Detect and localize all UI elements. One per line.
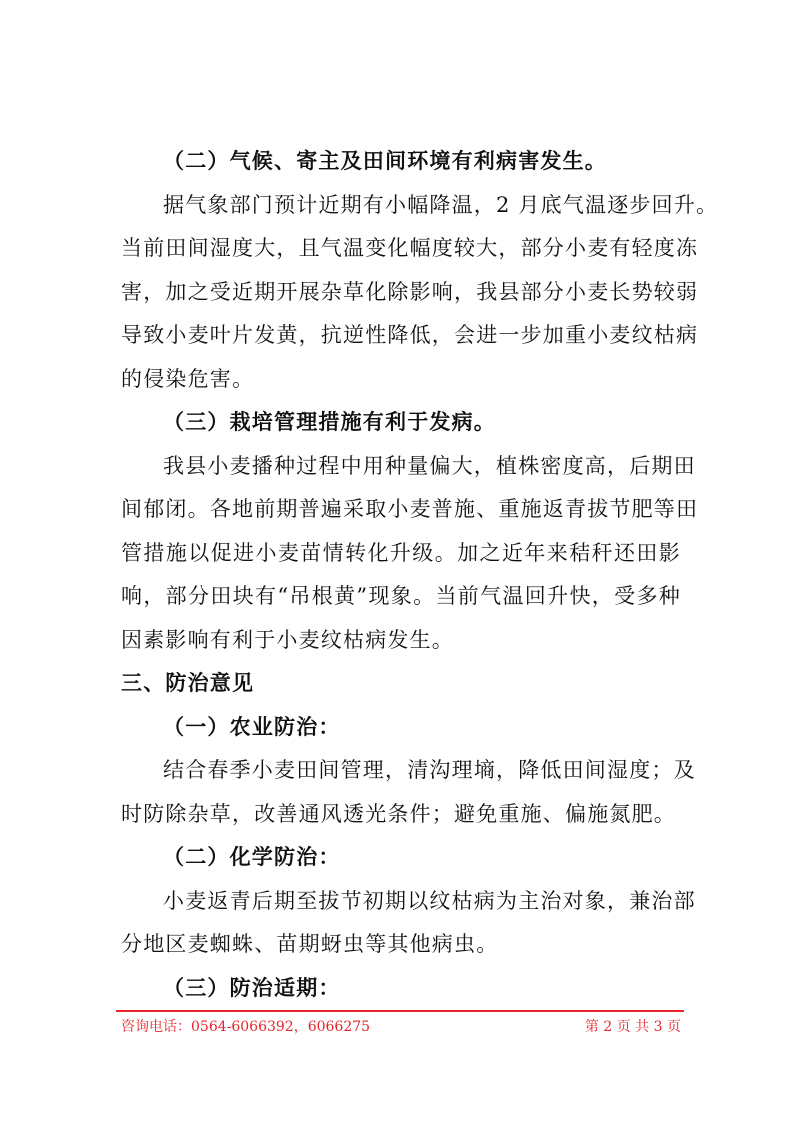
section-heading: （一）农业防治： bbox=[163, 714, 341, 739]
paragraph-line: 分地区麦蜘蛛、苗期蚜虫等其他病虫。 bbox=[121, 932, 499, 956]
paragraph-line: 我县小麦播种过程中用种量偏大，植株密度高，后期田 bbox=[163, 453, 696, 478]
paragraph-line: 小麦返青后期至拔节初期以纹枯病为主治对象，兼治部 bbox=[163, 888, 696, 913]
paragraph-line: 据气象部门预计近期有小幅降温，2 月底气温逐步回升。 bbox=[163, 192, 719, 217]
paragraph-line: 因素影响有利于小麦纹枯病发生。 bbox=[121, 627, 454, 652]
document-body bbox=[121, 140, 719, 1010]
paragraph-line: 间郁闭。各地前期普遍采取小麦普施、重施返青拔节肥等田 bbox=[121, 497, 699, 521]
footer-page-number: 第 2 页 共 3 页 bbox=[584, 1019, 681, 1035]
main-heading: 三、防治意见 bbox=[121, 671, 255, 695]
paragraph-line: 时防除杂草，改善通风透光条件；避免重施、偏施氮肥。 bbox=[121, 801, 676, 826]
paragraph-line: 结合春季小麦田间管理，清沟理墒，降低田间湿度；及 bbox=[163, 758, 696, 782]
footer-divider bbox=[116, 1010, 684, 1012]
paragraph-line: 的侵染危害。 bbox=[121, 366, 255, 391]
paragraph-line: 导致小麦叶片发黄，抗逆性降低，会进一步加重小麦纹枯病 bbox=[121, 323, 699, 347]
paragraph-line: 响，部分田块有“吊根黄”现象。当前气温回升快，受多种 bbox=[121, 584, 681, 608]
section-heading: （三）防治适期： bbox=[163, 975, 341, 1000]
paragraph-line: 当前田间湿度大，且气温变化幅度较大，部分小麦有轻度冻 bbox=[121, 236, 699, 260]
page-footer bbox=[121, 1016, 681, 1036]
section-heading: （三）栽培管理措施有利于发病。 bbox=[163, 410, 496, 434]
paragraph-line: 管措施以促进小麦苗情转化升级。加之近年来秸秆还田影 bbox=[121, 540, 681, 565]
section-heading: （二）化学防治： bbox=[163, 845, 341, 869]
paragraph-line: 害，加之受近期开展杂草化除影响，我县部分小麦长势较弱 bbox=[121, 279, 699, 304]
footer-contact: 咨询电话：0564-6066392，6066275 bbox=[121, 1019, 371, 1035]
section-heading: （二）气候、寄主及田间环境有利病害发生。 bbox=[163, 149, 607, 173]
